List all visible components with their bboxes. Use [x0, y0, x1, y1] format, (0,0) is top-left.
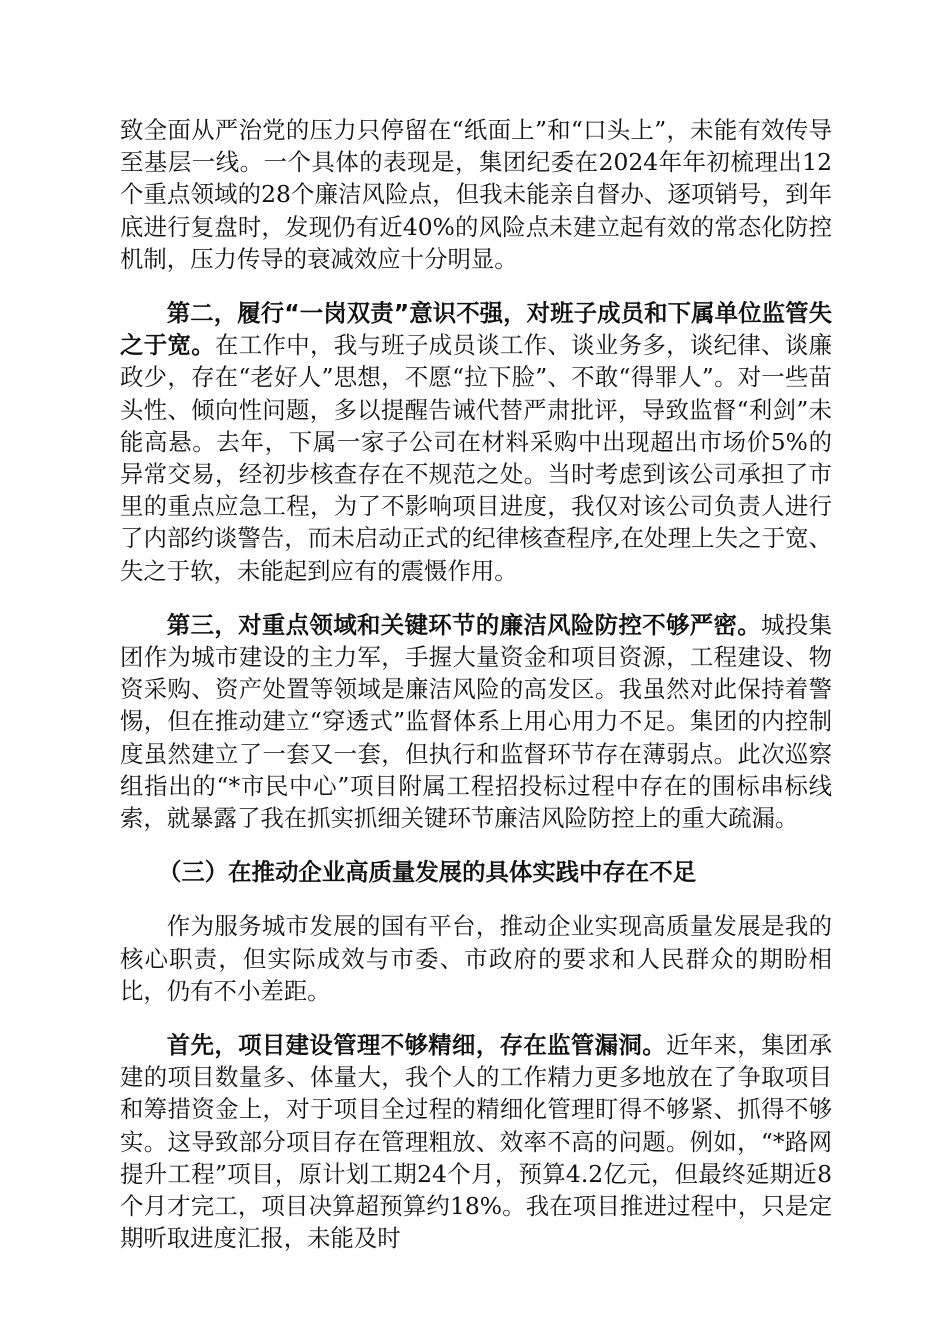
paragraph-second-point: [120, 297, 832, 587]
paragraph-text: 在工作中，我与班子成员谈工作、谈业务多，谈纪律、谈廉政少，存在“老好人”思想，不愿“拉下脸”、不敢“得罪人”。对一些苗头性、倾向性问题，多以提醒告诫代替严肃批评，导致监督“利剑”未能高悬。去年，下属一家子公司在材料采购中出现超出市场价5%的异常交易，经初步核查存在不规范之处。当时考虑到该公司承担了市里的重点应急工程，为了不影响项目进度，我仅对该公司负责人进行了内部约谈警告，而未启动正式的纪律核查程序,在处理上失之于宽、失之于软，未能起到应有的震慑作用。: [120, 331, 833, 585]
paragraph-text: 近年来，集团承建的项目数量多、体量大，我个人的工作精力更多地放在了争取项目和筹措资金上，对于项目全过程的精细化管理盯得不够紧、抓得不够实。这导致部分项目存在管理粗放、效率不高的问题。例如，“*路网提升工程”项目，原计划工期24个月，预算4.2亿元，但最终延期近8个月才完工，项目决算超预算约18%。我在项目推进过程中，只是定期听取进度汇报，未能及时: [120, 1031, 832, 1253]
paragraph-text: 作为服务城市发展的国有平台，推动企业实现高质量发展是我的核心职责，但实际成效与市委、市政府的要求和人民群众的期盼相比，仍有不小差距。: [120, 912, 832, 1005]
paragraph-text: 城投集团作为城市建设的主力军，手握大量资金和项目资源，工程建设、物资采购、资产处置等领域是廉洁风险的高发区。我虽然对此保持着警惕，但在推动建立“穿透式”监督体系上用心用力不足。集团的内控制度虽然建立了一套又一套，但执行和监督环节存在薄弱点。此次巡察组指出的“*市民中心”项目附属工程招投标过程中存在的围标串标线索，就暴露了我在抓实抓细关键环节廉洁风险防控上的重大疏漏。: [120, 610, 833, 833]
document-page: [120, 114, 832, 1277]
paragraph-lead: 首先，项目建设管理不够精细，存在监管漏洞。: [166, 1031, 666, 1060]
paragraph-pressure-transmission: [120, 114, 832, 275]
paragraph-lead: 第二，履行“一岗双责”意识不强，对班子成员和下属单位监管失之于宽。: [120, 299, 832, 360]
paragraph-text: 致全面从严治党的压力只停留在“纸面上”和“口头上”，未能有效传导至基层一线。一个具体的表现是，集团纪委在2024年年初梳理出12个重点领域的28个廉洁风险点，但我未能亲自督办、逐项销号，到年底进行复盘时，发现仍有近40%的风险点未建立起有效的常态化防控机制，压力传导的衰减效应十分明显。: [120, 116, 832, 273]
paragraph-lead: 第三，对重点领域和关键环节的廉洁风险防控不够严密。: [166, 610, 762, 639]
section-heading: （三）在推动企业高质量发展的具体实践中存在不足: [158, 858, 696, 887]
paragraph-section-intro: [120, 910, 832, 1007]
paragraph-third-point: [120, 609, 832, 834]
paragraph-first-issue: [120, 1029, 832, 1254]
